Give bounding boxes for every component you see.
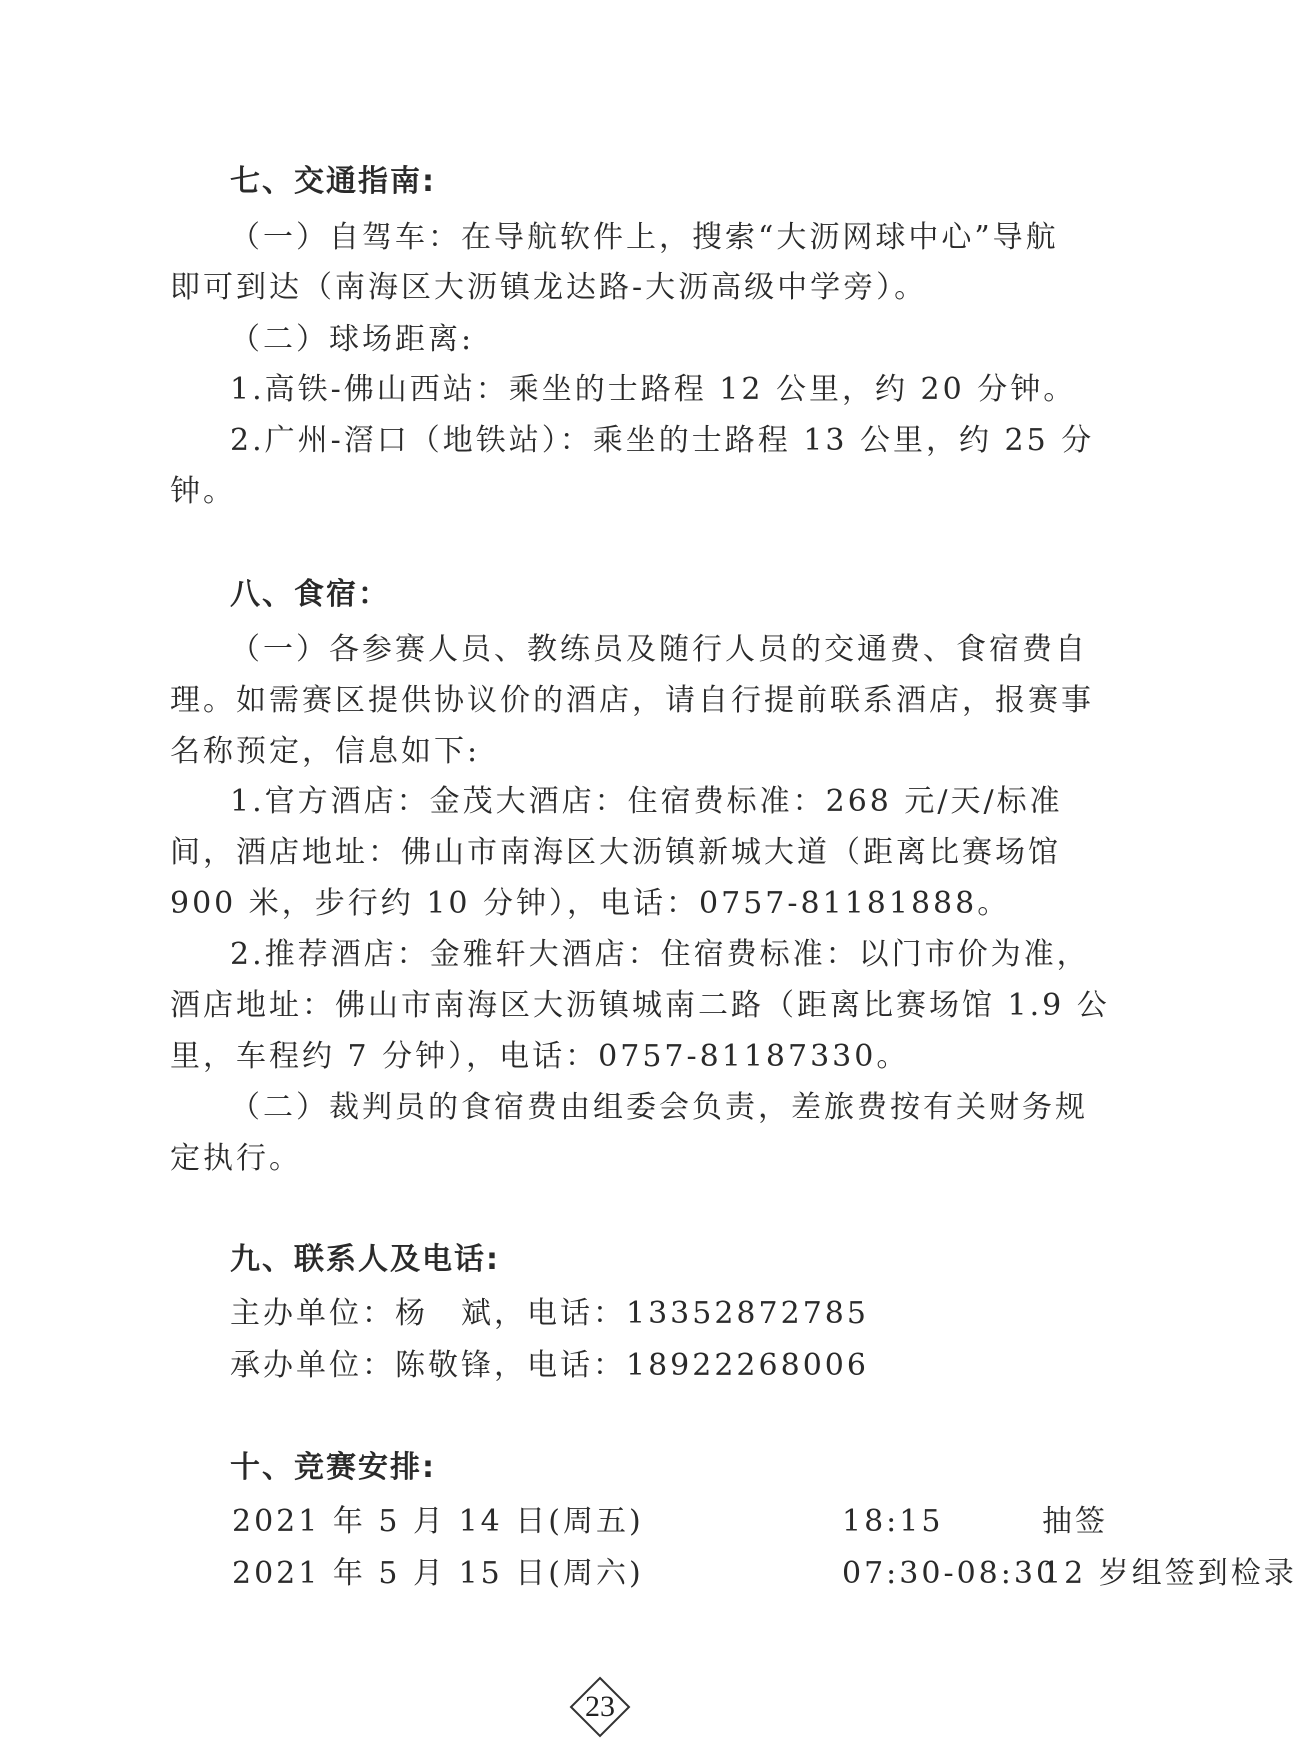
self-drive-line-1: （一）自驾车：在导航软件上，搜索“大沥网球中心”导航 — [230, 220, 1059, 255]
self-drive-line-2: 即可到达（南海区大沥镇龙达路-大沥高级中学旁）。 — [170, 270, 928, 305]
hotel-2-line-1: 2.推荐酒店：金雅轩大酒店：住宿费标准：以门市价为准， — [230, 937, 1090, 972]
lodging-para-1-line-2: 理。如需赛区提供协议价的酒店，请自行提前联系酒店，报赛事 — [170, 683, 1094, 718]
schedule-row — [232, 1554, 1297, 1594]
distance-title: （二）球场距离: — [230, 322, 475, 357]
hotel-2-line-2: 酒店地址：佛山市南海区大沥镇城南二路（距离比赛场馆 1.9 公 — [170, 988, 1110, 1023]
schedule-row — [232, 1502, 1132, 1542]
schedule-event: 抽签 — [1042, 1504, 1108, 1539]
section-9-heading: 九、联系人及电话: — [230, 1242, 500, 1277]
section-8-heading: 八、食宿： — [230, 577, 390, 612]
distance-item-1: 1.高铁-佛山西站：乘坐的士路程 12 公里，约 20 分钟。 — [230, 372, 1077, 407]
schedule-date: 2021 年 5 月 14 日(周五) — [232, 1504, 644, 1539]
section-7-heading: 七、交通指南: — [230, 164, 436, 199]
schedule-date: 2021 年 5 月 15 日(周六) — [232, 1556, 644, 1591]
contact-host: 承办单位：陈敬锋，电话：18922268006 — [230, 1348, 869, 1383]
schedule-time: 07:30-08:30 — [842, 1556, 1059, 1591]
page-number — [569, 1676, 631, 1738]
section-10-heading: 十、竞赛安排: — [230, 1450, 436, 1485]
distance-item-2-line-2: 钟。 — [170, 474, 236, 509]
lodging-para-1-line-1: （一）各参赛人员、教练员及随行人员的交通费、食宿费自 — [230, 632, 1088, 667]
schedule-time: 18:15 — [842, 1504, 944, 1539]
hotel-1-line-3: 900 米，步行约 10 分钟），电话：0757-81181888。 — [170, 886, 1011, 921]
schedule-event: 12 岁组签到检录 — [1042, 1556, 1297, 1591]
distance-item-2-line-1: 2.广州-滘口（地铁站）：乘坐的士路程 13 公里，约 25 分 — [230, 423, 1095, 458]
hotel-2-line-3: 里，车程约 7 分钟），电话：0757-81187330。 — [170, 1039, 910, 1074]
contact-organizer: 主办单位：杨 斌，电话：13352872785 — [230, 1296, 869, 1331]
page-number-text: 23 — [585, 1690, 615, 1723]
lodging-para-1-line-3: 名称预定，信息如下: — [170, 734, 481, 769]
lodging-para-2-line-1: （二）裁判员的食宿费由组委会负责，差旅费按有关财务规 — [230, 1090, 1088, 1125]
lodging-para-2-line-2: 定执行。 — [170, 1141, 302, 1176]
hotel-1-line-2: 间，酒店地址：佛山市南海区大沥镇新城大道（距离比赛场馆 — [170, 835, 1061, 870]
hotel-1-line-1: 1.官方酒店：金茂大酒店：住宿费标准：268 元/天/标准 — [230, 784, 1063, 819]
